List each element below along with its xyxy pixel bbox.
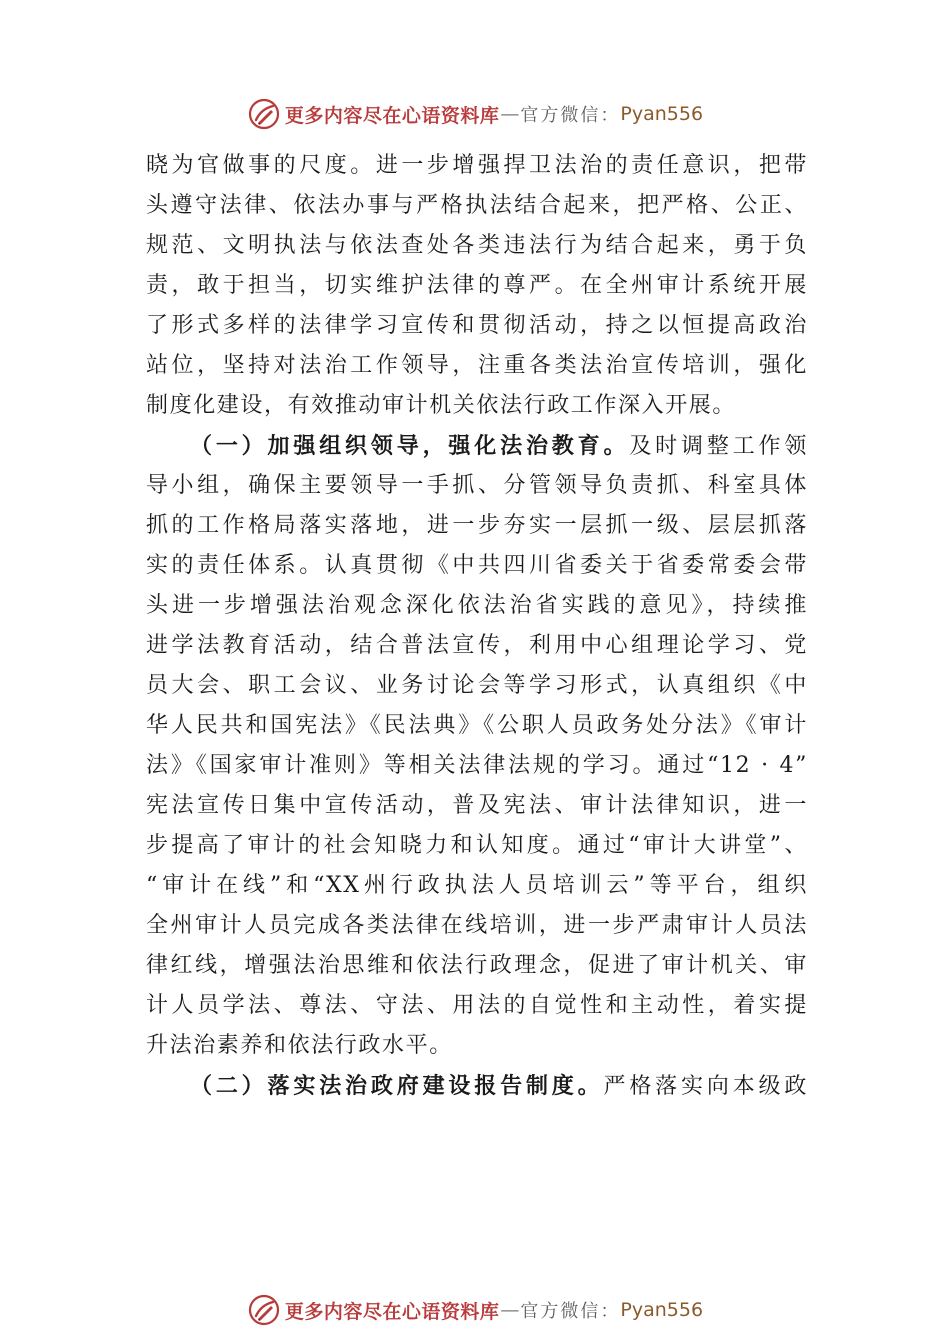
section-2-lead-text: 严格落实向本级政	[603, 1074, 808, 1099]
paragraph-intro	[146, 146, 808, 426]
text-line: 计人员学法、尊法、守法、用法的自觉性和主动性，着实提	[146, 993, 808, 1018]
section-2-first-line	[146, 1066, 808, 1106]
text-line: 升法治素养和依法行政水平。	[146, 1033, 453, 1058]
text-line: 律红线，增强法治思维和依法行政理念，促进了审计机关、审	[146, 953, 808, 978]
text-line: 规范、文明执法与依法查处各类违法行为结合起来，勇于负	[146, 233, 808, 258]
banner-separator: —	[500, 1299, 520, 1321]
paragraph-section-2	[146, 1066, 808, 1106]
text-line: 了形式多样的法律学习宣传和贯彻活动，持之以恒提高政治	[146, 313, 808, 338]
text-line: 头进一步增强法治观念深化依法治省实践的意见》，持续推	[146, 593, 808, 618]
banner-separator: —	[500, 103, 520, 125]
banner-brand-text: 更多内容尽在心语资料库	[284, 104, 500, 127]
banner-wechat-account: Pyan556	[620, 1299, 704, 1321]
pen-circle-logo-icon	[247, 1293, 281, 1327]
text-line: 全州审计人员完成各类法律在线培训，进一步严肃审计人员法	[146, 913, 808, 938]
text-line: 宪法宣传日集中宣传活动，普及宪法、审计法律知识，进一	[146, 793, 808, 818]
text-line: 制度化建设，有效推动审计机关依法行政工作深入开展。	[146, 393, 737, 418]
banner-wechat-label: 官方微信：	[520, 1301, 621, 1322]
text-line: 导小组，确保主要领导一手抓、分管领导负责抓、科室具体	[146, 473, 808, 498]
text-line: 站位，坚持对法治工作领导，注重各类法治宣传培训，强化	[146, 353, 808, 378]
document-body	[146, 146, 808, 1106]
text-line: “审计在线”和“XX州行政执法人员培训云”等平台，组织	[146, 873, 808, 898]
banner-wechat-label: 官方微信：	[520, 105, 621, 126]
text-line: 步提高了审计的社会知晓力和认知度。通过“审计大讲堂”、	[146, 833, 808, 858]
text-line: 头遵守法律、依法办事与严格执法结合起来，把严格、公正、	[146, 193, 808, 218]
footer-banner	[0, 1290, 950, 1330]
section-1-lead-text: 及时调整工作领	[629, 434, 809, 459]
text-line: 员大会、职工会议、业务讨论会等学习形式，认真组织《中	[146, 673, 808, 698]
banner-brand-text: 更多内容尽在心语资料库	[284, 1300, 500, 1323]
text-line: 法》《国家审计准则》等相关法律法规的学习。通过“12 · 4”	[146, 753, 808, 778]
text-line: 实的责任体系。认真贯彻《中共四川省委关于省委常委会带	[146, 553, 808, 578]
header-banner	[0, 94, 950, 134]
text-line: 晓为官做事的尺度。进一步增强捍卫法治的责任意识，把带	[146, 153, 808, 178]
paragraph-section-1	[146, 426, 808, 1066]
section-2-heading: （二）落实法治政府建设报告制度。	[190, 1073, 604, 1099]
text-line: 责，敢于担当，切实维护法律的尊严。在全州审计系统开展	[146, 273, 808, 298]
section-1-first-line	[146, 426, 808, 466]
banner-wechat-account: Pyan556	[620, 103, 704, 125]
text-line: 进学法教育活动，结合普法宣传，利用中心组理论学习、党	[146, 633, 808, 658]
section-1-heading: （一）加强组织领导，强化法治教育。	[190, 433, 630, 459]
text-line: 抓的工作格局落实落地，进一步夯实一层抓一级、层层抓落	[146, 513, 808, 538]
pen-circle-logo-icon	[247, 97, 281, 131]
text-line: 华人民共和国宪法》《民法典》《公职人员政务处分法》《审计	[146, 713, 808, 738]
